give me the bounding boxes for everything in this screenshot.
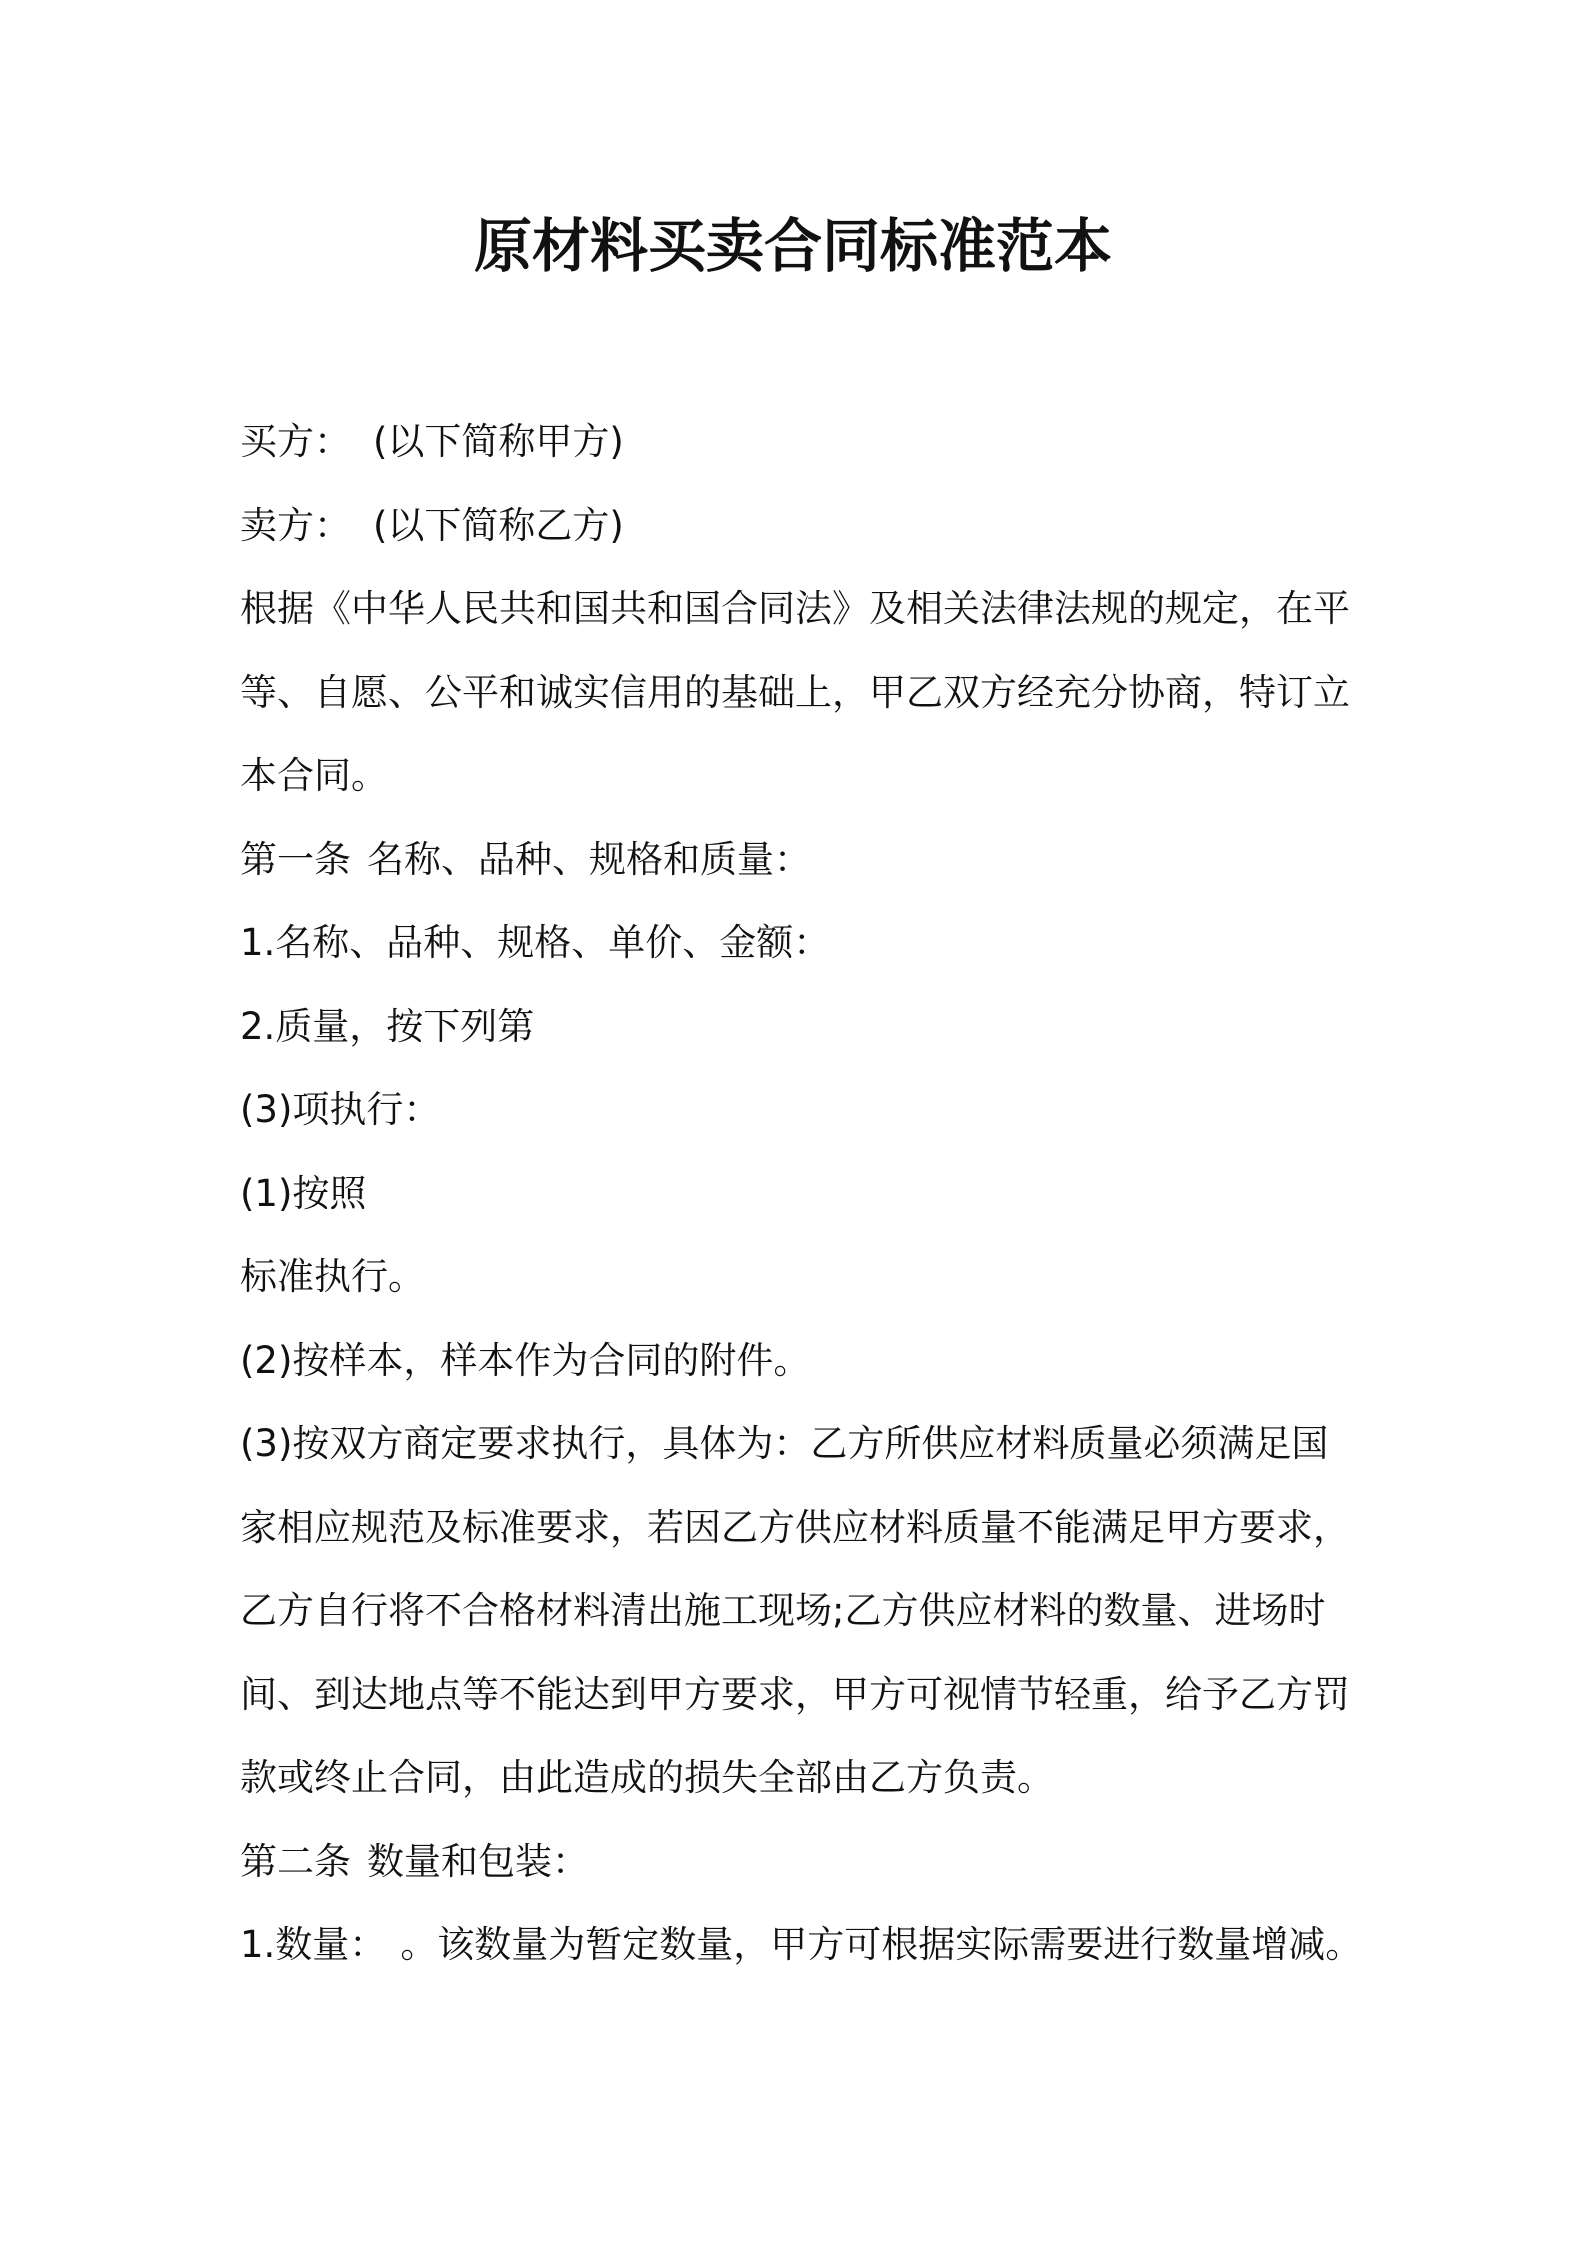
paragraph-line	[240, 1402, 1360, 1486]
buyer-line	[240, 400, 1360, 484]
document-title: 原材料买卖合同标准范本	[473, 212, 1112, 280]
line-text: 2.质量，按下列第	[240, 1004, 535, 1048]
line-text: 。该数量为暂定数量，甲方可根据实际需要进行数量增减。	[400, 1923, 1363, 1966]
line-text: 乙方自行将不合格材料清出施工现场;乙方供应材料的数量、进场时	[240, 1589, 1326, 1632]
paragraph-line	[240, 1569, 1360, 1653]
line-text: 标准执行。	[240, 1255, 425, 1298]
paragraph-line	[240, 1319, 1360, 1403]
paragraph-line	[240, 567, 1360, 651]
paragraph-line	[240, 1486, 1360, 1570]
line-text: 名称、品种、规格和质量：	[367, 837, 811, 881]
line-text: 家相应规范及标准要求，若因乙方供应材料质量不能满足甲方要求，	[240, 1505, 1350, 1549]
line-text: 卖方：	[240, 503, 351, 547]
line-text: 第一条	[240, 837, 351, 881]
line-text: 间、到达地点等不能达到甲方要求，甲方可视情节轻重，给予乙方罚	[240, 1672, 1350, 1716]
line-text: 数量和包装：	[367, 1839, 589, 1883]
paragraph-line	[240, 651, 1360, 735]
paragraph-line	[240, 901, 1360, 985]
line-text: (3)项执行：	[240, 1088, 441, 1131]
line-text: (3)按双方商定要求执行，具体为：乙方所供应材料质量必须满足国	[240, 1422, 1329, 1465]
line-text: (2)按样本，样本作为合同的附件。	[240, 1338, 811, 1382]
line-text: 1.名称、品种、规格、单价、金额：	[240, 921, 831, 964]
line-text: (以下简称甲方)	[373, 420, 624, 463]
line-text: (以下简称乙方)	[373, 503, 624, 547]
line-text: 第二条	[240, 1839, 351, 1883]
line-text: 款或终止合同，由此造成的损失全部由乙方负责。	[240, 1756, 1054, 1799]
line-text: (1)按照	[240, 1171, 367, 1215]
line-text: 等、自愿、公平和诚实信用的基础上，甲乙双方经充分协商，特订立	[240, 670, 1350, 714]
paragraph-line	[240, 1068, 1360, 1152]
paragraph-line	[240, 1152, 1360, 1236]
document-body	[240, 400, 1363, 1987]
article-heading	[240, 818, 1360, 902]
paragraph-line	[240, 985, 1360, 1069]
line-text: 根据《中华人民共和国共和国合同法》及相关法律法规的规定，在平	[240, 587, 1350, 630]
paragraph-line	[240, 1235, 1360, 1319]
paragraph-line	[240, 1736, 1360, 1820]
quantity-line	[240, 1903, 1363, 1987]
paragraph-line	[240, 1653, 1360, 1737]
line-text: 本合同。	[240, 754, 388, 797]
seller-line	[240, 484, 1360, 568]
line-text: 1.数量：	[240, 1923, 387, 1966]
line-text: 买方：	[240, 420, 351, 463]
paragraph-line	[240, 734, 1360, 818]
article-heading	[240, 1820, 1360, 1904]
